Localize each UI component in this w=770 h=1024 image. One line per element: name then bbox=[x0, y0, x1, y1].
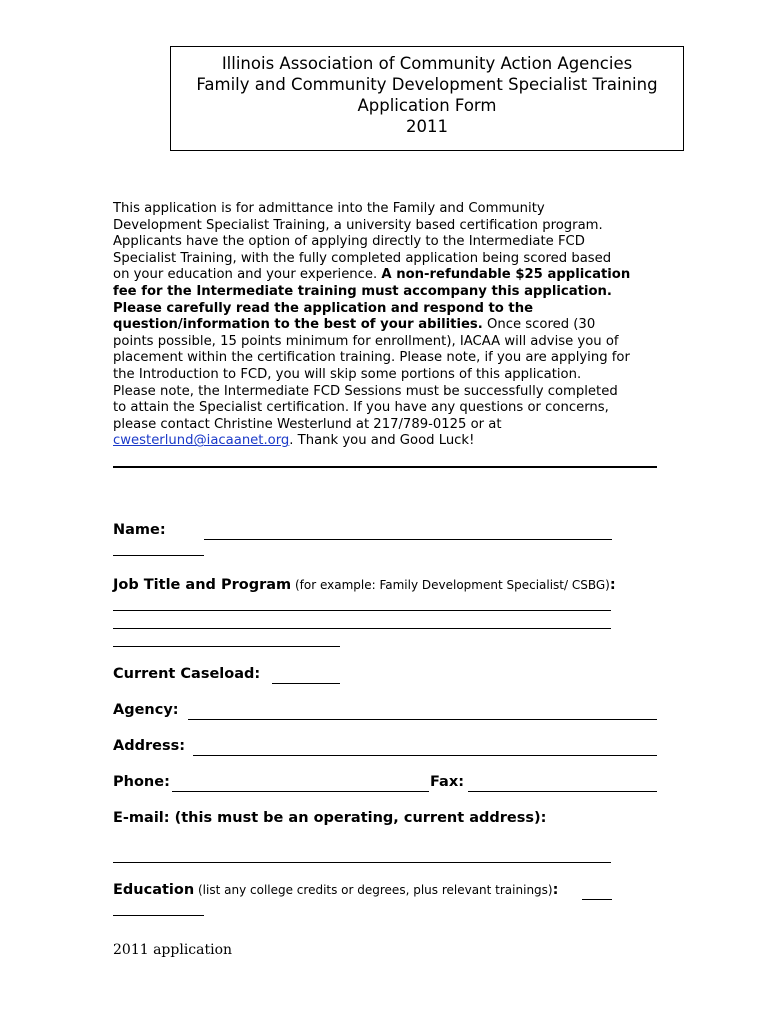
job-title-field[interactable] bbox=[113, 610, 611, 611]
education-colon: : bbox=[552, 882, 559, 898]
address-label: Address: bbox=[113, 738, 186, 754]
caseload-field[interactable] bbox=[272, 683, 340, 684]
intro-line: placement within the certification training. Please note, if you are applying for bbox=[113, 350, 630, 366]
email-field[interactable] bbox=[113, 862, 611, 863]
name-field[interactable] bbox=[204, 539, 612, 540]
intro-paragraph bbox=[113, 201, 673, 450]
read-carefully-notice-cont: question/information to the best of your abilities. bbox=[113, 317, 483, 333]
education-label-text: Education bbox=[113, 882, 195, 898]
name-label: Name: bbox=[113, 522, 166, 538]
intro-line: Please note, the Intermediate FCD Sessions must be successfully completed bbox=[113, 383, 618, 399]
education-note: (list any college credits or degrees, plus relevant trainings) bbox=[194, 883, 553, 897]
job-title-label bbox=[113, 577, 616, 593]
fax-label: Fax: bbox=[430, 774, 464, 790]
form-title-box bbox=[170, 46, 684, 151]
fee-notice-cont: fee for the Intermediate training must accompany this application. bbox=[113, 283, 612, 299]
intro-line: to attain the Specialist certification. If you have any questions or concerns, bbox=[113, 400, 609, 416]
intro-text: Once scored (30 bbox=[482, 317, 596, 333]
section-divider bbox=[113, 466, 657, 468]
job-title-field-3[interactable] bbox=[113, 646, 340, 647]
org-name: Illinois Association of Community Action Agencies bbox=[221, 54, 633, 73]
email-label: E-mail: (this must be an operating, current address): bbox=[113, 810, 547, 826]
intro-line: Applicants have the option of applying directly to the Intermediate FCD bbox=[113, 234, 585, 250]
intro-line: Development Specialist Training, a university based certification program. bbox=[113, 217, 603, 233]
intro-line: please contact Christine Westerlund at 217/789-0125 or at bbox=[113, 416, 502, 432]
page-footer: 2011 application bbox=[113, 942, 233, 958]
job-title-colon: : bbox=[609, 577, 616, 593]
read-carefully-notice: Please carefully read the application and respond to the bbox=[113, 300, 534, 316]
intro-line: points possible, 15 points minimum for enrollment), IACAA will advise you of bbox=[113, 333, 619, 349]
education-field-cont[interactable] bbox=[113, 915, 204, 916]
program-name: Family and Community Development Specialist Training bbox=[196, 75, 658, 94]
phone-label: Phone: bbox=[113, 774, 170, 790]
intro-line: Specialist Training, with the fully completed application being scored based bbox=[113, 250, 612, 266]
form-name: Application Form bbox=[357, 96, 497, 115]
intro-text: . Thank you and Good Luck! bbox=[289, 433, 475, 449]
fax-field[interactable] bbox=[468, 791, 657, 792]
intro-line bbox=[113, 433, 673, 450]
job-title-field-2[interactable] bbox=[113, 628, 611, 629]
job-title-note: (for example: Family Development Specialist/ CSBG) bbox=[291, 578, 610, 592]
caseload-label: Current Caseload: bbox=[113, 666, 261, 682]
intro-line: This application is for admittance into the Family and Community bbox=[113, 201, 545, 216]
contact-email-link[interactable]: cwesterlund@iacaanet.org bbox=[113, 433, 290, 449]
form-year: 2011 bbox=[406, 117, 448, 136]
education-label bbox=[113, 882, 558, 898]
fee-notice: A non-refundable $25 application bbox=[381, 267, 631, 283]
intro-text: on your education and your experience. bbox=[113, 267, 382, 283]
phone-field[interactable] bbox=[172, 791, 429, 792]
education-field[interactable] bbox=[582, 899, 612, 900]
job-title-label-text: Job Title and Program bbox=[113, 577, 292, 593]
agency-label: Agency: bbox=[113, 702, 179, 718]
agency-field[interactable] bbox=[188, 719, 657, 720]
intro-line bbox=[113, 317, 673, 334]
name-field-cont[interactable] bbox=[113, 555, 204, 556]
address-field[interactable] bbox=[193, 755, 657, 756]
intro-line bbox=[113, 267, 673, 284]
intro-line bbox=[113, 284, 673, 301]
intro-line: the Introduction to FCD, you will skip some portions of this application. bbox=[113, 366, 582, 382]
intro-line bbox=[113, 301, 673, 318]
